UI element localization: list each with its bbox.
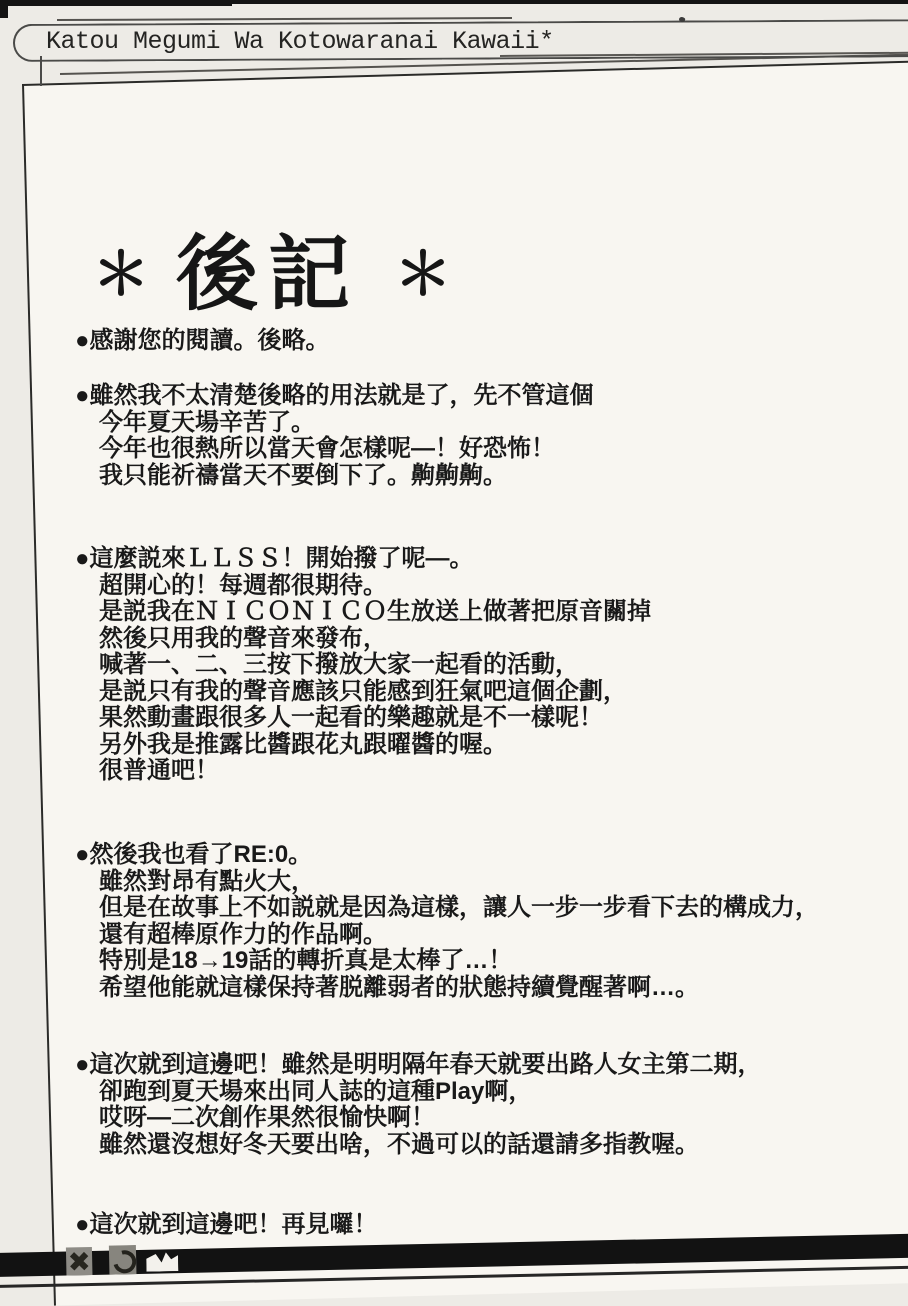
afterword-heading-text: 後記 [176,229,361,320]
paragraph-line: 超開心的！每週都很期待。 [99,571,387,599]
scan-top-edge-thick [0,0,232,6]
paragraph-line: ●感謝您的閱讀。後略。 [75,327,330,354]
paragraph-line: 果然動畫跟很多人一起看的樂趣就是不一樣呢！ [99,704,603,731]
afterword-paragraph-5 [75,1052,762,1158]
paragraph-line: ●這次就到這邊吧！再見囉！ [75,1211,378,1238]
paragraph-line: 是説我在ＮＩＣＯＮＩＣＯ生放送上做著把原音關掉 [99,598,651,625]
torn-paper-thumbnail [146,1251,178,1272]
paragraph-line: ●雖然我不太清楚後略的用法就是了，先不管這個 [75,382,594,409]
swirl-shape [109,1246,136,1274]
swirl-panel-thumbnail [109,1245,137,1275]
paragraph-line: 我只能祈禱當天不要倒下了。齁齁齁。 [99,461,507,489]
paragraph-line: 卻跑到夏天場來出同人誌的這種Play啊， [99,1077,533,1105]
header-overline [57,17,512,21]
paragraph-line: ●然後我也看了RE:0。 [75,841,313,868]
paragraph-line: 喊著一、二、三按下撥放大家一起看的活動， [99,651,579,678]
paragraph-line: 哎呀—二次創作果然很愉快啊！ [99,1104,435,1131]
paragraph-line: ●這麼説來ＬＬＳＳ！開始撥了呢—。 [75,545,474,572]
afterword-paragraph-6 [75,1212,378,1239]
paragraph-line: ●這次就到這邊吧！雖然是明明隔年春天就要出路人女主第二期， [75,1051,762,1078]
torn-paper-shape [146,1251,178,1272]
afterword-heading [92,229,453,320]
star-panel-thumbnail [66,1247,93,1276]
paragraph-line: 今年夏天場辛苦了。 [99,408,315,436]
heading-asterisk-right: ＊ [394,242,453,307]
paragraph-line: 是説只有我的聲音應該只能感到狂氣吧這個企劃， [99,677,627,705]
afterword-paragraph-3 [75,546,651,785]
heading-asterisk-left: ＊ [92,242,151,307]
paragraph-line: 雖然對昂有點火大， [99,867,315,895]
paragraph-line: 今年也很熱所以當天會怎樣呢—！好恐怖！ [99,435,555,462]
paragraph-line: 特別是18→19話的轉折真是太棒了…！ [99,947,513,974]
afterword-paragraph-2 [75,383,594,489]
scan-corner-mark [0,0,8,18]
paragraph-line: 但是在故事上不如説就是因為這樣，讓人一步一步看下去的構成力， [99,894,819,921]
paragraph-line: 還有超棒原作力的作品啊。 [99,920,387,948]
paragraph-line: 然後只用我的聲音來發布， [99,624,387,652]
series-title: Katou Megumi Wa Kotowaranai Kawaii* [46,27,554,56]
paragraph-line: 很普通吧！ [99,757,219,784]
paragraph-line: 希望他能就這樣保持著脱離弱者的狀態持續覺醒著啊…。 [99,973,699,1001]
afterword-paragraph-4 [75,842,819,1001]
paragraph-line: 另外我是推露比醬跟花丸跟曜醬的喔。 [99,730,507,758]
paragraph-line: 雖然還沒想好冬天要出啥，不過可以的話還請多指教喔。 [99,1130,699,1158]
afterword-paragraph-1 [75,328,330,355]
